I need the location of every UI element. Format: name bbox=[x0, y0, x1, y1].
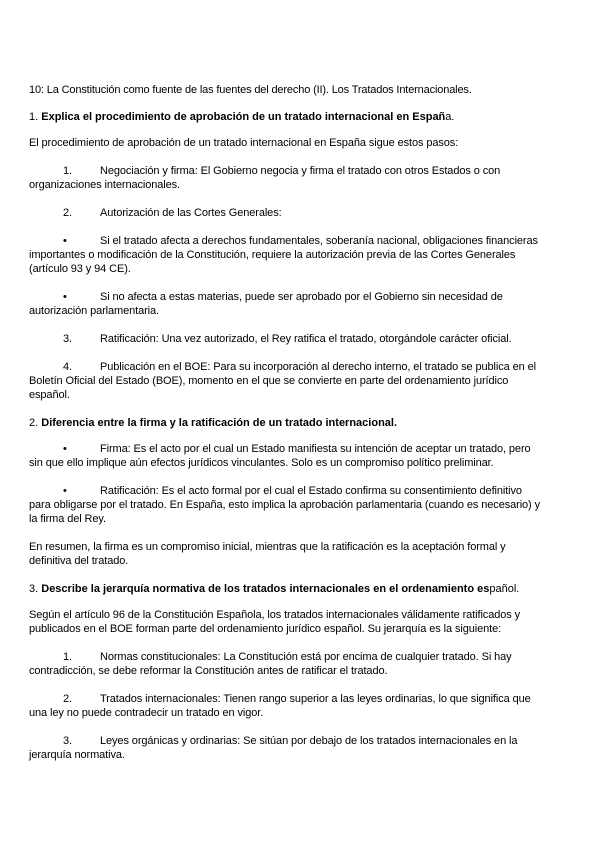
question-tail: a. bbox=[445, 111, 455, 123]
list-item-text: Negociación y firma: El Gobierno negocia y firma el tratado con otros Estados o con organizaciones internacionales. bbox=[29, 165, 501, 191]
list-item bbox=[29, 484, 544, 526]
section-1-intro: El procedimiento de aprobación de un tratado internacional en España sigue estos pasos: bbox=[29, 137, 459, 149]
list-item-text: Publicación en el BOE: Para su incorporación al derecho interno, el tratado se publica en el Boletín Oficial del Estado (BOE), momento en el que se convierte en parte del ordenamiento jurídico español. bbox=[29, 361, 536, 401]
list-item-text: Normas constitucionales: La Constitución está por encima de cualquier tratado. Si hay contradicción, se debe reformar la Constitución antes de ratificar el tratado. bbox=[29, 651, 512, 677]
list-item-text: Leyes orgánicas y ordinarias: Se sitúan por debajo de los tratados internacionales en la jerarquía normativa. bbox=[29, 735, 518, 761]
list-marker: 4. bbox=[63, 361, 72, 373]
document-title: 10: La Constitución como fuente de las fuentes del derecho (II). Los Tratados Internacionales. bbox=[29, 84, 472, 96]
section-3-intro: Según el artículo 96 de la Constitución Española, los tratados internacionales válidamente ratificados y publicados en el BOE forman parte del ordenamiento jurídico español. Su jerarquía es la siguiente: bbox=[29, 609, 521, 635]
question-3-heading bbox=[29, 582, 544, 596]
list-item-text: Si no afecta a estas materias, puede ser aprobado por el Gobierno sin necesidad de autorización parlamentaria. bbox=[29, 291, 503, 317]
list-item bbox=[29, 692, 544, 720]
list-marker: 2. bbox=[63, 693, 72, 705]
question-text: Describe la jerarquía normativa de los tratados internacionales en el ordenamiento es bbox=[41, 583, 490, 595]
list-item bbox=[29, 360, 544, 402]
list-item bbox=[29, 734, 544, 762]
list-item bbox=[29, 290, 544, 318]
list-item-text: Tratados internacionales: Tienen rango superior a las leyes ordinarias, lo que significa que una ley no puede contradecir un tratado en vigor. bbox=[29, 693, 531, 719]
list-marker: 3. bbox=[63, 333, 72, 345]
bullet-marker: • bbox=[63, 485, 67, 497]
list-item bbox=[29, 650, 544, 678]
question-number: 3. bbox=[29, 583, 39, 595]
list-item bbox=[29, 332, 544, 346]
list-item-text: Ratificación: Una vez autorizado, el Rey ratifica el tratado, otorgándole carácter oficial. bbox=[100, 333, 512, 345]
list-marker: 2. bbox=[63, 207, 72, 219]
list-marker: 1. bbox=[63, 165, 72, 177]
list-item bbox=[29, 206, 544, 220]
list-item bbox=[29, 442, 544, 470]
bullet-marker: • bbox=[63, 443, 67, 455]
question-number: 2. bbox=[29, 417, 39, 429]
question-text: Diferencia entre la firma y la ratificación de un tratado internacional. bbox=[41, 417, 398, 429]
list-marker: 3. bbox=[63, 735, 72, 747]
list-marker: 1. bbox=[63, 651, 72, 663]
question-text: Explica el procedimiento de aprobación de un tratado internacional en Españ bbox=[41, 111, 446, 123]
list-item-text: Firma: Es el acto por el cual un Estado manifiesta su intención de aceptar un tratado, pero sin que ello implique aún efectos jurídicos vinculantes. Solo es un compromiso político preliminar. bbox=[29, 443, 531, 469]
question-1-heading bbox=[29, 110, 544, 124]
section-2-summary: En resumen, la firma es un compromiso inicial, mientras que la ratificación es la aceptación formal y definitiva del tratado. bbox=[29, 541, 506, 567]
bullet-marker: • bbox=[63, 235, 67, 247]
question-2-heading bbox=[29, 416, 544, 430]
question-tail: pañol. bbox=[489, 583, 520, 595]
list-item bbox=[29, 234, 544, 276]
bullet-marker: • bbox=[63, 291, 67, 303]
list-item-text: Si el tratado afecta a derechos fundamentales, soberanía nacional, obligaciones financieras importantes o modificación de la Constitución, requiere la autorización previa de las Cortes Generales (artículo 93 y 94 CE). bbox=[29, 235, 538, 275]
list-item-text: Autorización de las Cortes Generales: bbox=[100, 207, 282, 219]
list-item bbox=[29, 164, 544, 192]
question-number: 1. bbox=[29, 111, 39, 123]
list-item-text: Ratificación: Es el acto formal por el cual el Estado confirma su consentimiento definitivo para obligarse por el tratado. En España, esto implica la aprobación parlamentaria (cuando es necesario) y la firma del Rey. bbox=[29, 485, 540, 525]
